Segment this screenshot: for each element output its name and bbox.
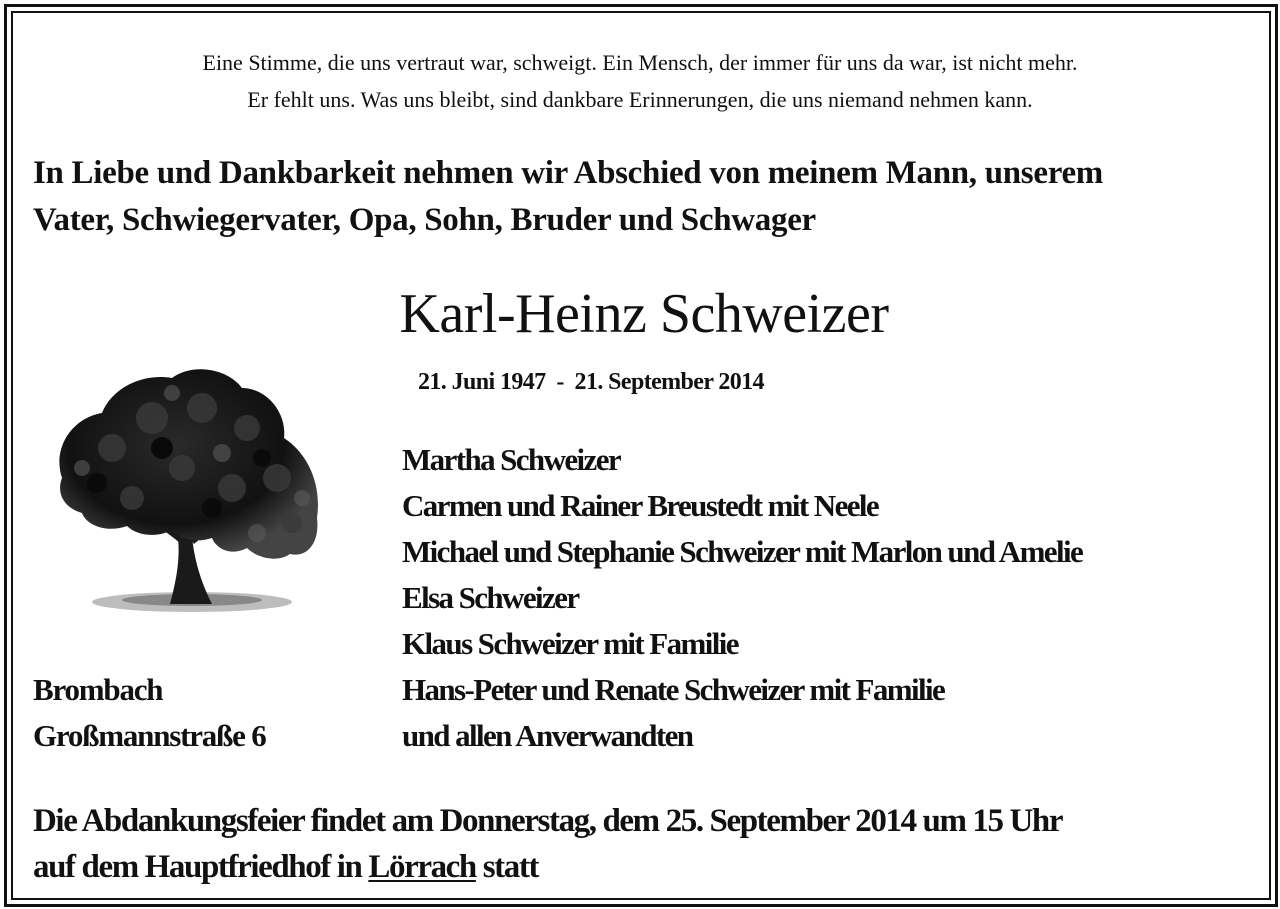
ceremony-place: Lörrach bbox=[368, 849, 476, 885]
motto-line-2: Er fehlt uns. Was uns bleibt, sind dankbare Erinnerungen, die uns niemand nehmen kann. bbox=[247, 87, 1033, 112]
intro-line-2: Vater, Schwiegervater, Opa, Sohn, Bruder und Schwager bbox=[33, 202, 816, 238]
intro-text bbox=[33, 150, 1263, 244]
family-member: Klaus Schweizer mit Familie bbox=[402, 626, 738, 661]
ceremony-line-2 bbox=[33, 844, 1062, 890]
family-member: Martha Schweizer bbox=[402, 442, 621, 477]
ceremony-prefix: auf dem Hauptfriedhof in bbox=[33, 849, 369, 885]
ceremony-info bbox=[33, 798, 1062, 890]
address-street: Großmannstraße 6 bbox=[33, 718, 266, 753]
motto-line-1: Eine Stimme, die uns vertraut war, schweigt. Ein Mensch, der immer für uns da war, ist nicht mehr. bbox=[202, 50, 1078, 75]
motto bbox=[20, 44, 1260, 118]
family-member: Elsa Schweizer bbox=[402, 580, 579, 615]
ceremony-line-1: Die Abdankungsfeier findet am Donnerstag, dem 25. September 2014 um 15 Uhr bbox=[33, 803, 1063, 839]
family-member: und allen Anverwandten bbox=[402, 718, 693, 753]
family-member: Michael und Stephanie Schweizer mit Marlon und Amelie bbox=[402, 534, 1083, 569]
life-dates: 21. Juni 1947 - 21. September 2014 bbox=[418, 369, 764, 395]
address-town: Brombach bbox=[33, 672, 163, 707]
family-list bbox=[402, 437, 1082, 759]
family-member: Carmen und Rainer Breustedt mit Neele bbox=[402, 488, 879, 523]
ceremony-suffix: statt bbox=[475, 849, 539, 885]
tree-icon bbox=[52, 358, 328, 618]
family-member: Hans-Peter und Renate Schweizer mit Familie bbox=[402, 672, 945, 707]
address bbox=[33, 667, 266, 759]
deceased-name: Karl-Heinz Schweizer bbox=[399, 283, 889, 345]
intro-line-1: In Liebe und Dankbarkeit nehmen wir Abschied von meinem Mann, unserem bbox=[33, 155, 1103, 191]
